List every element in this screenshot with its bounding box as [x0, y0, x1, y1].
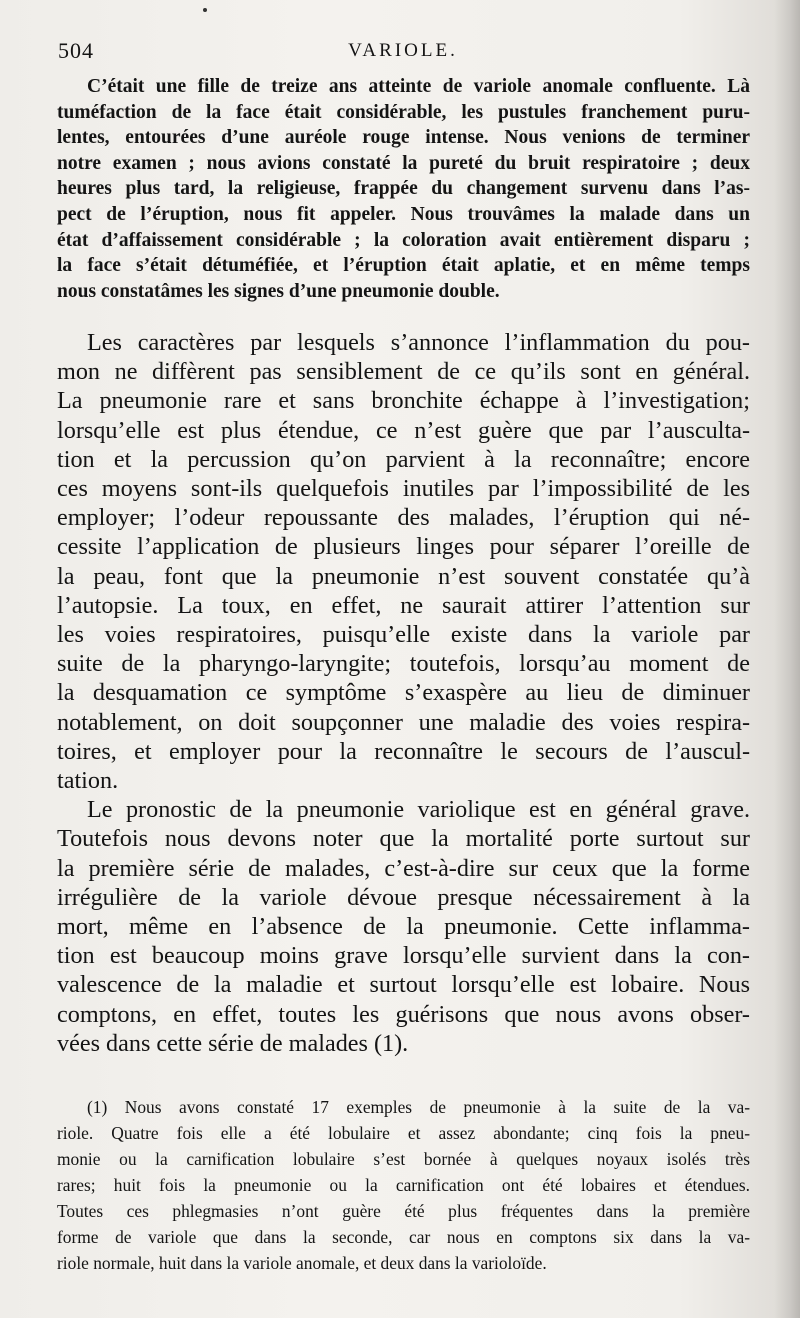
- text-line: nous constatâmes les signes d’une pneumonie double.: [57, 280, 500, 302]
- text-line: Le pronostic de la pneumonie variolique est en général grave.: [87, 796, 750, 824]
- page-edge-shadow: [774, 0, 800, 1318]
- text-line: C’était une fille de treize ans atteinte de variole anomale confluente. Là: [87, 76, 750, 97]
- text-line: pect de l’éruption, nous fit appeler. Nous trouvâmes la malade dans un: [57, 203, 750, 225]
- text-line: lorsqu’elle est plus étendue, ce n’est guère que par l’ausculta-: [57, 416, 750, 444]
- text-line: la première série de malades, c’est-à-dire sur ceux que la forme: [57, 854, 750, 882]
- text-line: notre examen ; nous avions constaté la pureté du bruit respiratoire ; deux: [57, 152, 750, 174]
- text-line: irrégulière de la variole dévoue presque nécessairement à la: [57, 883, 750, 911]
- footnote: [57, 1094, 750, 1276]
- text-line: rares; huit fois la pneumonie ou la carnification ont été lobaires et étendues.: [57, 1175, 750, 1195]
- text-line: Les caractères par lesquels s’annonce l’inflammation du pou-: [87, 329, 750, 356]
- text-line: heures plus tard, la religieuse, frappée du changement survenu dans l’as-: [57, 178, 750, 200]
- text-line: la peau, font que la pneumonie n’est souvent constatée qu’à: [57, 562, 750, 590]
- text-line: Toutes ces phlegmasies n’ont guère été plus fréquentes dans la première: [57, 1201, 750, 1221]
- main-text: [57, 328, 750, 1058]
- page-header: [58, 38, 748, 68]
- text-line: employer; l’odeur repoussante des malades, l’éruption qui né-: [57, 504, 750, 532]
- text-line: mort, même en l’absence de la pneumonie. Cette inflamma-: [57, 913, 750, 941]
- text-line: forme de variole que dans la seconde, car nous en comptons six dans la va-: [57, 1227, 750, 1247]
- text-line: mon ne diffèrent pas sensiblement de ce qu’ils sont en général.: [57, 358, 750, 386]
- text-line: toires, et employer pour la reconnaître le secours de l’auscul-: [57, 737, 750, 765]
- running-head: VARIOLE.: [348, 40, 458, 61]
- print-speck: [203, 8, 207, 12]
- text-line: suite de la pharyngo-laryngite; toutefois, lorsqu’au moment de: [57, 650, 750, 678]
- text-line: tation.: [57, 767, 119, 795]
- text-line: ces moyens sont-ils quelquefois inutiles par l’impossibilité de les: [57, 475, 750, 503]
- text-line: l’autopsie. La toux, en effet, ne saurait attirer l’attention sur: [57, 591, 750, 619]
- text-line: la desquamation ce symptôme s’exaspère au lieu de diminuer: [57, 679, 750, 707]
- text-line: notablement, on doit soupçonner une maladie des voies respira-: [57, 708, 750, 736]
- text-line: tuméfaction de la face était considérable, les pustules franchement puru-: [57, 101, 750, 123]
- text-line: Toutefois nous devons noter que la mortalité porte surtout sur: [57, 825, 750, 853]
- text-line: la face s’était détuméfiée, et l’éruption était aplatie, et en même temps: [57, 255, 750, 277]
- text-line: lentes, entourées d’une auréole rouge intense. Nous venions de terminer: [57, 127, 750, 149]
- text-line: les voies respiratoires, puisqu’elle existe dans la variole par: [57, 621, 750, 649]
- page-number: 504: [58, 38, 94, 63]
- text-line: tion et la percussion qu’on parvient à la reconnaître; encore: [57, 445, 750, 473]
- text-line: cessite l’application de plusieurs linges pour séparer l’oreille de: [57, 533, 750, 561]
- text-line: valescence de la maladie et surtout lorsqu’elle est lobaire. Nous: [57, 971, 750, 999]
- text-line: état d’affaissement considérable ; la coloration avait entièrement disparu ;: [57, 229, 750, 251]
- text-line: monie ou la carnification lobulaire s’est bornée à quelques noyaux isolés très: [57, 1149, 750, 1169]
- text-line: La pneumonie rare et sans bronchite échappe à l’investigation;: [57, 387, 750, 415]
- text-line: tion est beaucoup moins grave lorsqu’elle survient dans la con-: [57, 942, 750, 970]
- text-line: riole normale, huit dans la variole anomale, et deux dans la varioloïde.: [57, 1253, 547, 1273]
- text-line: riole. Quatre fois elle a été lobulaire et assez abondante; cinq fois la pneu-: [57, 1123, 750, 1143]
- case-excerpt: [57, 74, 750, 304]
- text-line: (1) Nous avons constaté 17 exemples de pneumonie à la suite de la va-: [87, 1097, 750, 1117]
- text-line: vées dans cette série de malades (1).: [57, 1029, 409, 1057]
- text-line: comptons, en effet, toutes les guérisons que nous avons obser-: [57, 1000, 750, 1028]
